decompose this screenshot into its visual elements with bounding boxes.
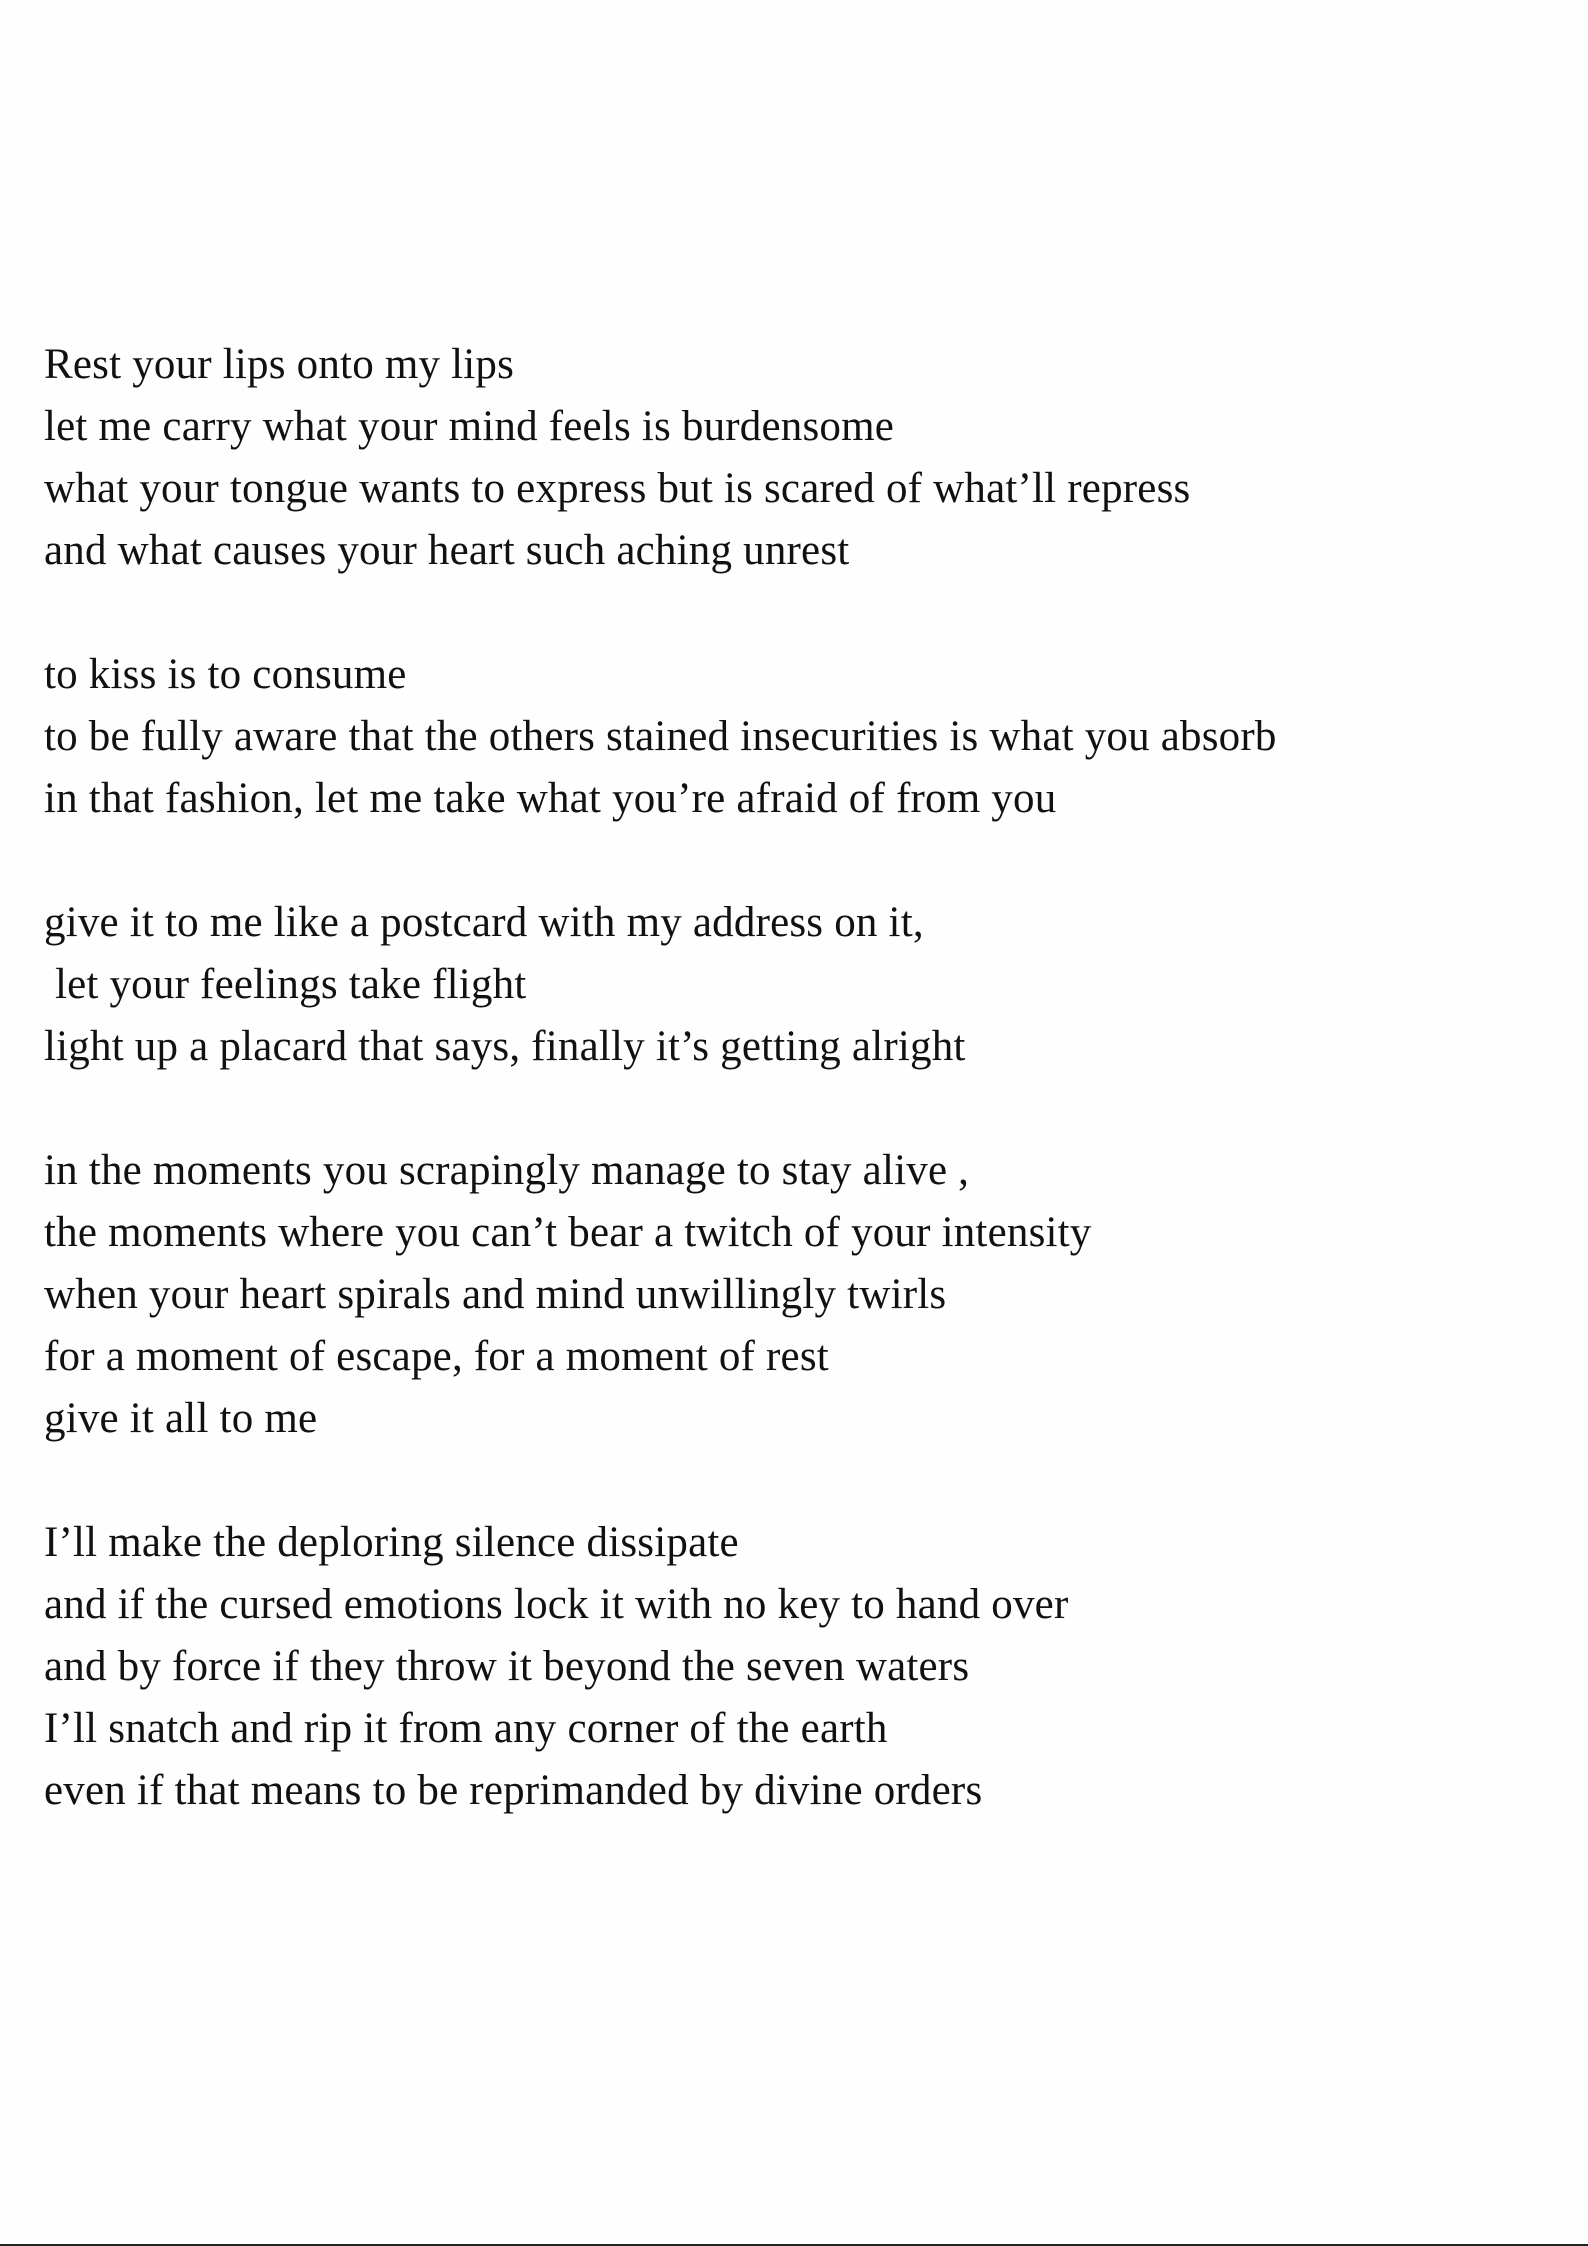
poem-line: and if the cursed emotions lock it with no key to hand over <box>44 1581 1069 1628</box>
stanza-break <box>44 830 1564 892</box>
poem-line: light up a placard that says, finally it’s getting alright <box>44 1023 966 1070</box>
poem-line: to be fully aware that the others stained insecurities is what you absorb <box>44 713 1277 760</box>
stanza-1 <box>44 334 1564 582</box>
stanza-break <box>44 1450 1564 1512</box>
poem-line: I’ll make the deploring silence dissipate <box>44 1519 739 1566</box>
stanza-break <box>44 1078 1564 1140</box>
poem-line: for a moment of escape, for a moment of rest <box>44 1333 829 1380</box>
poem-line: even if that means to be reprimanded by divine orders <box>44 1767 983 1814</box>
poem-line: in the moments you scrapingly manage to stay alive , <box>44 1147 970 1194</box>
poem-line: Rest your lips onto my lips <box>44 341 515 388</box>
poem-line: give it all to me <box>44 1395 318 1442</box>
stanza-break <box>44 582 1564 644</box>
poem-line: when your heart spirals and mind unwillingly twirls <box>44 1271 947 1318</box>
poem-line: give it to me like a postcard with my address on it, <box>44 899 924 946</box>
stanza-3 <box>44 892 1564 1078</box>
poem-line: let me carry what your mind feels is burdensome <box>44 403 895 450</box>
poem-line: the moments where you can’t bear a twitch of your intensity <box>44 1209 1092 1256</box>
stanza-2 <box>44 644 1564 830</box>
poem-line: let your feelings take flight <box>44 961 527 1008</box>
poem-line: in that fashion, let me take what you’re afraid of from you <box>44 775 1057 822</box>
poem-line: and by force if they throw it beyond the seven waters <box>44 1643 970 1690</box>
poem-line: what your tongue wants to express but is scared of what’ll repress <box>44 465 1191 512</box>
poem-line: to kiss is to consume <box>44 651 407 698</box>
poem-line: and what causes your heart such aching unrest <box>44 527 850 574</box>
stanza-4 <box>44 1140 1564 1450</box>
poem <box>44 334 1564 1822</box>
stanza-5 <box>44 1512 1564 1822</box>
poem-line: I’ll snatch and rip it from any corner of the earth <box>44 1705 888 1752</box>
